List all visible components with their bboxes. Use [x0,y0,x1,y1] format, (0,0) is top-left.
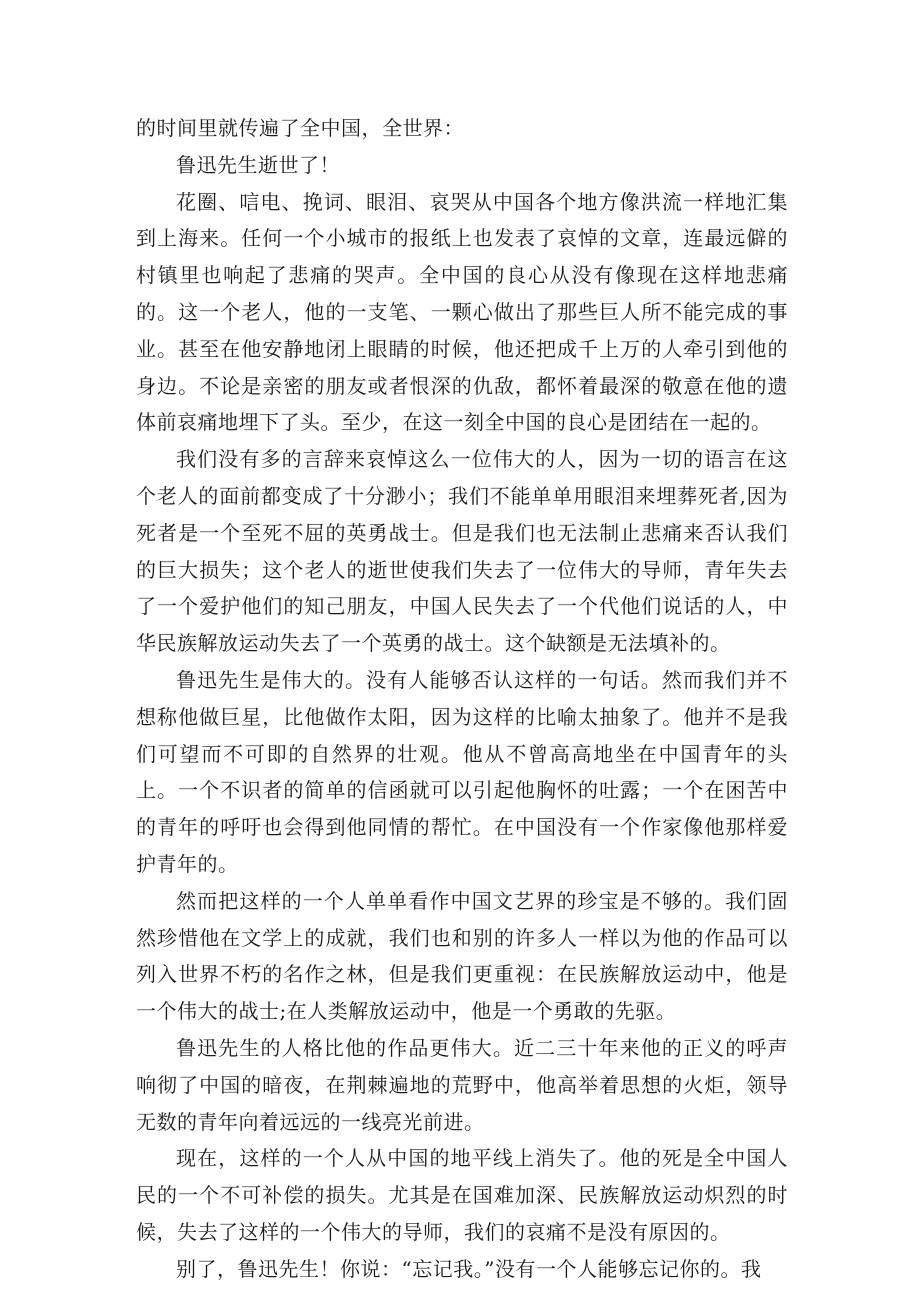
paragraph-2: 鲁迅先生逝世了！ [176,152,340,177]
document-page [136,110,788,1288]
paragraph-9: 别了，鲁迅先生！你说：“忘记我。”没有一个人能够忘记你的。我 [176,1256,762,1281]
paragraph-5: 鲁迅先生是伟大的。没有人能够否认这样的一句话。然而我们并不想称他做巨星，比他做作太阳，因为这样的比喻太抽象了。他并不是我们可望而不可即的自然界的壮观。他从不曾高高地坐在中国青年的头上。一个不识者的简单的信函就可以引起他胸怀的吐露；一个在困苦中的青年的呼吁也会得到他同情的帮忙。在中国没有一个作家像他那样爱护青年的。 [136,667,788,876]
paragraph-1: 的时间里就传遍了全中国，全世界： [136,116,464,140]
paragraph-4: 我们没有多的言辞来哀悼这么一位伟大的人，因为一切的语言在这个老人的面前都变成了十分渺小；我们不能单单用眼泪来埋葬死者,因为死者是一个至死不屈的英勇战士。但是我们也无法制止悲痛来否认我们的巨大损失；这个老人的逝世使我们失去了一位伟大的导师，青年失去了一个爱护他们的知己朋友，中国人民失去了一个代他们说话的人，中华民族解放运动失去了一个英勇的战士。这个缺额是无法填补的。 [136,447,788,656]
paragraph-8: 现在，这样的一个人从中国的地平线上消失了。他的死是全中国人民的一个不可补偿的损失。尤其是在国难加深、民族解放运动炽烈的时候，失去了这样的一个伟大的导师，我们的哀痛不是没有原因的。 [136,1146,788,1244]
paragraph-3: 花圈、唁电、挽词、眼泪、哀哭从中国各个地方像洪流一样地汇集到上海来。任何一个小城市的报纸上也发表了哀悼的文章，连最远僻的村镇里也响起了悲痛的哭声。全中国的良心从没有像现在这样地悲痛的。这一个老人，他的一支笔、一颗心做出了那些巨人所不能完成的事业。甚至在他安静地闭上眼睛的时候，他还把成千上万的人牵引到他的身边。不论是亲密的朋友或者恨深的仇敌，都怀着最深的敬意在他的遗体前哀痛地埋下了头。至少，在这一刻全中国的良心是团结在一起的。 [136,189,788,435]
paragraph-7: 鲁迅先生的人格比他的作品更伟大。近二三十年来他的正义的呼声响彻了中国的暗夜，在荆棘遍地的荒野中，他高举着思想的火炬，领导无数的青年向着远远的一线亮光前进。 [136,1035,788,1134]
paragraph-6: 然而把这样的一个人单单看作中国文艺界的珍宝是不够的。我们固然珍惜他在文学上的成就，我们也和别的许多人一样以为他的作品可以列入世界不朽的名作之林，但是我们更重视：在民族解放运动中，他是一个伟大的战士;在人类解放运动中，他是一个勇敢的先驱。 [136,888,788,1024]
